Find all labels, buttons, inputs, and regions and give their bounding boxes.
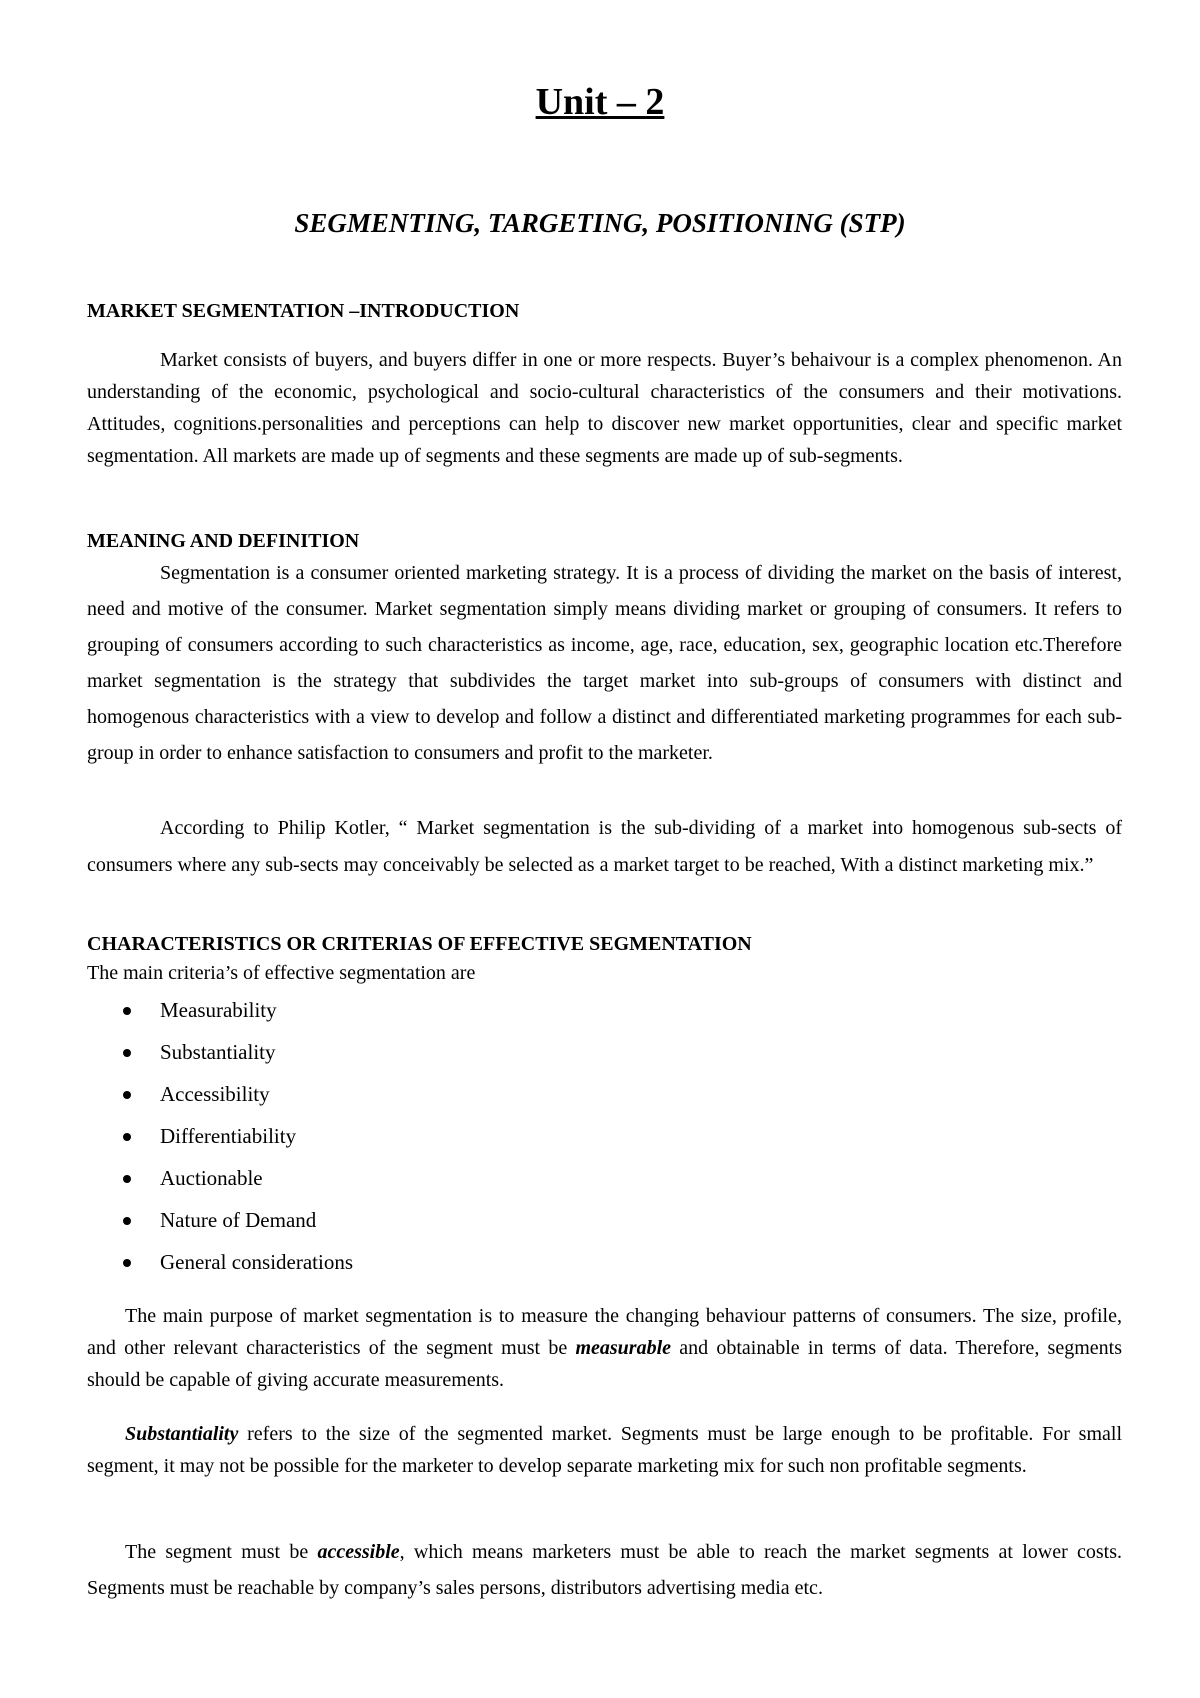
list-item-label: Differentiability	[160, 1124, 297, 1148]
list-item-label: Accessibility	[160, 1082, 270, 1106]
bullet-icon	[123, 1217, 131, 1225]
accessible-text-before: The segment must be	[125, 1541, 318, 1563]
list-item	[87, 1121, 353, 1163]
bullet-icon	[123, 1175, 131, 1183]
bullet-icon	[123, 1133, 131, 1141]
list-item	[87, 1205, 353, 1247]
list-item-label: Auctionable	[160, 1166, 263, 1190]
bullet-icon	[123, 1049, 131, 1057]
accessible-paragraph	[87, 1534, 1122, 1606]
section-heading-introduction: MARKET SEGMENTATION –INTRODUCTION	[87, 300, 520, 322]
introduction-text: Market consists of buyers, and buyers differ in one or more respects. Buyer’s behaivour is a complex phenomenon. An understanding of the economic, psychological and socio-cultural characteristics of the consumers and their motivations. Attitudes, cognitions.personalities and perceptions can help to discover new market opportunities, clear and specific market segmentation. All markets are made up of segments and these segments are made up of sub-segments.	[87, 349, 1122, 467]
measurable-keyword: measurable	[575, 1337, 672, 1359]
bullet-icon	[123, 1259, 131, 1267]
unit-title: Unit – 2	[535, 81, 665, 123]
list-item-label: Nature of Demand	[160, 1208, 317, 1232]
accessible-keyword: accessible	[317, 1541, 400, 1563]
list-item	[87, 1079, 353, 1121]
substantiality-keyword: Substantiality	[125, 1423, 239, 1445]
substantiality-text-after: refers to the size of the segmented market. Segments must be large enough to be profitable. For small segment, it may not be possible for the marketer to develop separate marketing mix for such non profitable segments.	[87, 1423, 1122, 1477]
section-heading-criteria: CHARACTERISTICS OR CRITERIAS OF EFFECTIVE SEGMENTATION	[87, 933, 752, 955]
measurable-text-after: and obtainable in terms of data. Therefore, segments should be capable of giving accurate measurements.	[87, 1337, 1122, 1391]
main-title: SEGMENTING, TARGETING, POSITIONING (STP)	[294, 208, 906, 238]
kotler-definition-paragraph	[87, 810, 1122, 884]
list-item	[87, 1163, 353, 1205]
criteria-intro: The main criteria’s of effective segmentation are	[87, 962, 476, 984]
measurable-paragraph	[87, 1300, 1122, 1396]
meaning-paragraph	[87, 555, 1122, 771]
criteria-list	[87, 995, 353, 1289]
meaning-text: Segmentation is a consumer oriented marketing strategy. It is a process of dividing the market on the basis of interest, need and motive of the consumer. Market segmentation simply means dividing market or grouping of consumers. It refers to grouping of consumers according to such characteristics as income, age, race, education, sex, geographic location etc.Therefore market segmentation is the strategy that subdivides the target market into sub-groups of consumers with distinct and homogenous characteristics with a view to develop and follow a distinct and differentiated marketing programmes for each sub-group in order to enhance satisfaction to consumers and profit to the marketer.	[87, 562, 1122, 764]
measurable-text-before: The main purpose of market segmentation is to measure the changing behaviour patterns of consumers. The size, profile, and other relevant characteristics of the segment must be	[87, 1305, 1122, 1359]
section-heading-meaning: MEANING AND DEFINITION	[87, 530, 360, 552]
bullet-icon	[123, 1091, 131, 1099]
list-item	[87, 1037, 353, 1079]
list-item-label: Substantiality	[160, 1040, 276, 1064]
list-item	[87, 995, 353, 1037]
substantiality-paragraph	[87, 1418, 1122, 1482]
accessible-text-after: , which means marketers must be able to reach the market segments at lower costs. Segments must be reachable by company’s sales persons, distributors advertising media etc.	[87, 1541, 1122, 1599]
list-item	[87, 1247, 353, 1289]
kotler-definition-text: According to Philip Kotler, “ Market segmentation is the sub-dividing of a market into homogenous sub-sects of consumers where any sub-sects may conceivably be selected as a market target to be reached, With a distinct marketing mix.”	[87, 817, 1122, 876]
introduction-paragraph	[87, 344, 1122, 472]
list-item-label: Measurability	[160, 998, 277, 1022]
bullet-icon	[123, 1007, 131, 1015]
list-item-label: General considerations	[160, 1250, 354, 1274]
